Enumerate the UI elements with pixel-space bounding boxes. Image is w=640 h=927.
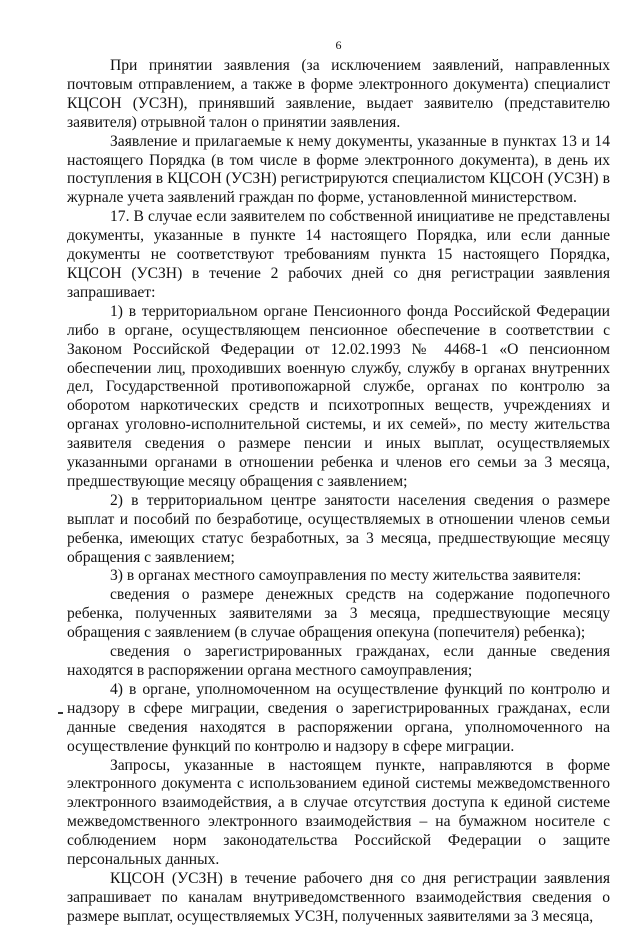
paragraph-internal-request: КЦСОН (УСЗН) в течение рабочего дня со дня регистрации заявления запрашивает по каналам внутриведомственного взаимодействия сведения о размере выплат, осуществляемых УСЗН, полученных заявителями за 3 месяца, <box>67 869 610 925</box>
paragraph-subitem-2: 2) в территориальном центре занятости населения сведения о размере выплат и пособий по безработице, осуществляемых в отношении членов семьи ребенка, имеющих статус безработных, за 3 месяца, предшествующие месяцу обращения с заявлением; <box>67 491 610 566</box>
paragraph-requests: Запросы, указанные в настоящем пункте, направляются в форме электронного документа с использованием единой системы межведомственного электронного взаимодействия, а в случае отсутствия доступа к единой системе межведомственного электронного взаимодействия – на бумажном носителе с соблюдением норм законодательства Российской Федерации о защите персональных данных. <box>67 756 610 869</box>
paragraph-item-17: 17. В случае если заявителем по собственной инициативе не представлены документы, указанные в пункте 14 настоящего Порядка, или если данные документы не соответствуют требованиям пункта 15 настоящего Порядка, КЦСОН (УСЗН) в течение 2 рабочих дней со дня регистрации заявления запрашивает: <box>67 208 610 301</box>
paragraph-subitem-3: 3) в органах местного самоуправления по месту жительства заявителя: <box>110 567 582 585</box>
paragraph-registered-citizens: сведения о зарегистрированных гражданах, если данные сведения находятся в распоряжении органа местного самоуправления; <box>67 643 610 679</box>
paragraph-guardian-funds: сведения о размере денежных средств на содержание подопечного ребенка, полученных заявителями за 3 месяца, предшествующие месяцу обращения с заявлением (в случае обращения опекуна (попечителя) ребенка); <box>67 586 610 642</box>
document-body <box>67 57 610 927</box>
paragraph-subitem-4: 4) в органе, уполномоченном на осуществление функций по контролю и надзору в сфере миграции, сведения о зарегистрированных гражданах, если данные сведения находятся в распоряжении органа, уполномоченного на осуществление функций по контролю и надзору в сфере миграции. <box>67 680 610 755</box>
page-number: 6 <box>335 38 342 52</box>
margin-mark <box>58 712 63 714</box>
paragraph-subitem-1: 1) в территориальном органе Пенсионного фонда Российской Федерации либо в органе, осуществляющем пенсионное обеспечение в соответствии с Законом Российской Федерации от 12.02.1993 № 4468-1 «О пенсионном обеспечении лиц, проходивших военную службу, службу в органах внутренних дел, Государственной противопожарной службе, органах по контролю за оборотом наркотических средств и психотропных веществ, учреждениях и органах уголовно-исполнительной системы, и их семей», по месту жительства заявителя сведения о размере пенсии и иных выплат, осуществляемых указанными органами в отношении ребенка и членов его семьи за 3 месяца, предшествующие месяцу обращения с заявлением; <box>67 302 610 490</box>
paragraph-registration: Заявление и прилагаемые к нему документы, указанные в пунктах 13 и 14 настоящего Порядка (в том числе в форме электронного документа), в день их поступления в КЦСОН (УСЗН) регистрируются специалистом КЦСОН (УСЗН) в журнале учета заявлений граждан по форме, установленной министерством. <box>67 132 610 207</box>
paragraph-receipt-coupon: При принятии заявления (за исключением заявлений, направленных почтовым отправлением, а также в форме электронного документа) специалист КЦСОН (УСЗН), принявший заявление, выдает заявителю (представителю заявителя) отрывной талон о принятии заявления. <box>67 57 610 131</box>
